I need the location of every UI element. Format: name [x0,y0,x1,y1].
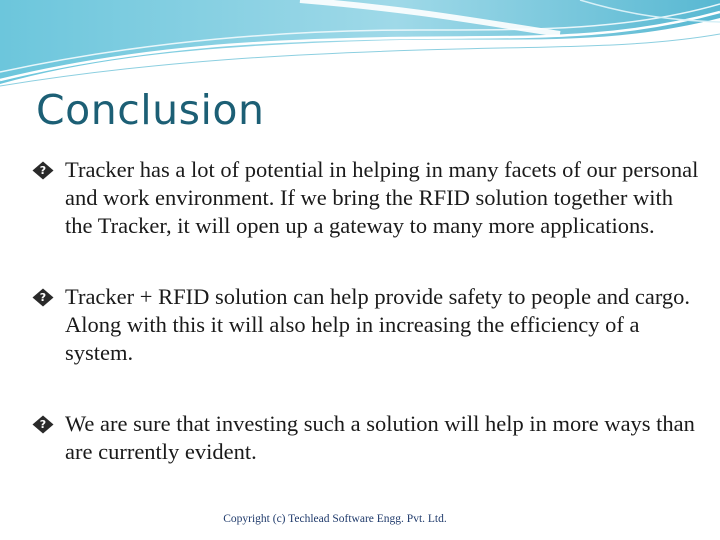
bullet-text: Tracker + RFID solution can help provide safety to people and cargo. Along with this it will also help in increasing the efficiency of a system. [65,284,691,365]
copyright-footer: Copyright (c) Techlead Software Engg. Pvt. Ltd. [223,513,447,525]
slide-title: Conclusion [36,86,265,134]
svg-text:?: ? [39,164,47,178]
svg-text:?: ? [39,418,47,432]
wave-header-decoration [0,0,720,90]
bullet-text: Tracker has a lot of potential in helping in many facets of our personal and work environment. If we bring the RFID solution together with the Tracker, it will open up a gateway to many more applications. [65,157,699,238]
bullet-item [32,410,702,466]
missing-glyph-icon [32,288,54,307]
bullet-text: We are sure that investing such a solution will help in more ways than are currently evident. [65,411,695,464]
missing-glyph-icon [32,415,54,434]
bullet-item [32,283,702,367]
svg-text:?: ? [39,291,47,305]
missing-glyph-icon [32,161,54,180]
bullet-list [32,156,702,466]
bullet-item [32,156,702,240]
